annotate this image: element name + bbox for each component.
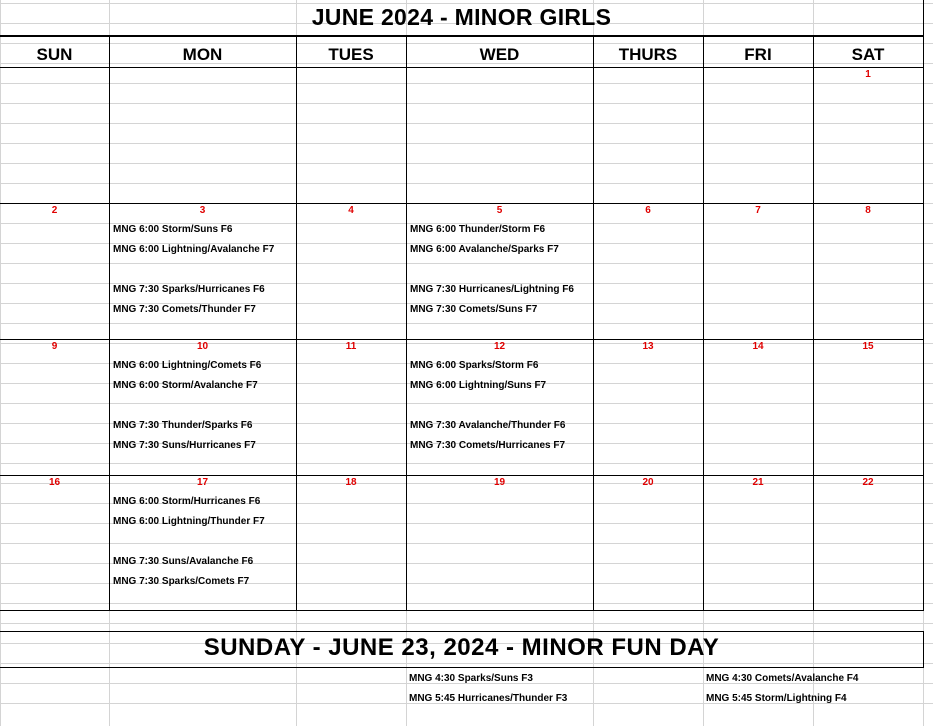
game-entry[interactable]: MNG 6:00 Lightning/Avalanche F7 — [113, 244, 275, 255]
game-entry[interactable]: MNG 6:00 Sparks/Storm F6 — [410, 360, 539, 371]
date-number: 9 — [51, 341, 58, 352]
game-entry[interactable]: MNG 6:00 Storm/Avalanche F7 — [113, 380, 258, 391]
cell-border — [0, 610, 924, 611]
cell-border — [0, 35, 924, 37]
date-number: 17 — [196, 477, 209, 488]
date-number: 6 — [645, 205, 651, 216]
row-gridline — [0, 163, 933, 164]
game-entry[interactable]: MNG 7:30 Comets/Suns F7 — [410, 304, 538, 315]
cell-border — [0, 667, 924, 668]
row-gridline — [0, 603, 933, 604]
game-entry[interactable]: MNG 7:30 Comets/Thunder F7 — [113, 304, 256, 315]
date-number: 14 — [752, 341, 764, 352]
cell-border — [0, 631, 924, 632]
game-entry[interactable]: MNG 6:00 Lightning/Suns F7 — [410, 380, 547, 391]
row-gridline — [0, 463, 933, 464]
day-header-fri: FRI — [744, 45, 772, 64]
date-number: 13 — [642, 341, 654, 352]
game-entry[interactable]: MNG 6:00 Storm/Hurricanes F6 — [113, 496, 261, 507]
date-number: 4 — [348, 205, 354, 216]
game-entry[interactable]: MNG 6:00 Lightning/Thunder F7 — [113, 516, 265, 527]
date-number: 11 — [345, 341, 357, 352]
game-entry[interactable]: MNG 7:30 Comets/Hurricanes F7 — [410, 440, 566, 451]
date-number: 8 — [865, 205, 871, 216]
row-gridline — [0, 103, 933, 104]
cell-border — [0, 339, 924, 340]
game-entry[interactable]: MNG 6:00 Thunder/Storm F6 — [410, 224, 546, 235]
game-entry[interactable]: MNG 7:30 Avalanche/Thunder F6 — [410, 420, 566, 431]
game-entry[interactable]: MNG 6:00 Avalanche/Sparks F7 — [410, 244, 559, 255]
cell-border — [0, 475, 924, 476]
date-number: 20 — [642, 477, 654, 488]
cell-border — [0, 67, 924, 68]
cell-border — [923, 0, 924, 611]
day-header-thurs: THURS — [618, 45, 678, 64]
date-number: 15 — [862, 341, 874, 352]
date-number: 12 — [493, 341, 506, 352]
cell-border — [0, 203, 924, 204]
row-gridline — [0, 183, 933, 184]
date-number: 1 — [865, 69, 871, 80]
cell-border — [406, 36, 407, 611]
game-entry[interactable]: MNG 6:00 Storm/Suns F6 — [113, 224, 233, 235]
date-number: 5 — [496, 205, 503, 216]
cell-border — [296, 36, 297, 611]
day-header-tues: TUES — [328, 45, 374, 64]
day-header-sun: SUN — [36, 45, 73, 64]
row-gridline — [0, 663, 933, 664]
row-gridline — [0, 263, 933, 264]
date-number: 22 — [862, 477, 874, 488]
date-number: 7 — [755, 205, 761, 216]
game-entry[interactable]: MNG 6:00 Lightning/Comets F6 — [113, 360, 262, 371]
row-gridline — [0, 123, 933, 124]
date-number: 3 — [199, 205, 206, 216]
game-entry[interactable]: MNG 7:30 Hurricanes/Lightning F6 — [410, 284, 574, 295]
game-entry[interactable]: MNG 7:30 Sparks/Hurricanes F6 — [113, 284, 265, 295]
date-number: 16 — [48, 477, 61, 488]
cell-border — [923, 631, 924, 668]
row-gridline — [0, 83, 933, 84]
game-entry[interactable]: MNG 7:30 Suns/Hurricanes F7 — [113, 440, 256, 451]
date-number: 19 — [493, 477, 506, 488]
game-entry[interactable]: MNG 7:30 Sparks/Comets F7 — [113, 576, 250, 587]
row-gridline — [0, 43, 933, 44]
game-entry[interactable]: MNG 7:30 Suns/Avalanche F6 — [113, 556, 254, 567]
date-number: 2 — [51, 205, 58, 216]
date-number: 18 — [345, 477, 357, 488]
row-gridline — [0, 323, 933, 324]
cell-border — [593, 36, 594, 611]
cell-border — [813, 36, 814, 611]
fun-day-game[interactable]: MNG 5:45 Hurricanes/Thunder F3 — [409, 693, 568, 704]
day-header-sat: SAT — [851, 45, 885, 64]
fun-day-game[interactable]: MNG 4:30 Comets/Avalanche F4 — [706, 673, 859, 684]
calendar-title: JUNE 2024 - MINOR GIRLS — [311, 4, 612, 30]
column-gridline — [0, 0, 1, 726]
row-gridline — [0, 543, 933, 544]
game-entry[interactable]: MNG 7:30 Thunder/Sparks F6 — [113, 420, 253, 431]
day-header-mon: MON — [182, 45, 223, 64]
cell-border — [109, 36, 110, 611]
day-header-wed: WED — [479, 45, 520, 64]
fun-day-title: SUNDAY - JUNE 23, 2024 - MINOR FUN DAY — [203, 634, 720, 661]
row-gridline — [0, 143, 933, 144]
cell-border — [703, 36, 704, 611]
date-number: 10 — [196, 341, 209, 352]
row-gridline — [0, 623, 933, 624]
date-number: 21 — [752, 477, 764, 488]
fun-day-game[interactable]: MNG 4:30 Sparks/Suns F3 — [409, 673, 533, 684]
fun-day-game[interactable]: MNG 5:45 Storm/Lightning F4 — [706, 693, 847, 704]
row-gridline — [0, 403, 933, 404]
